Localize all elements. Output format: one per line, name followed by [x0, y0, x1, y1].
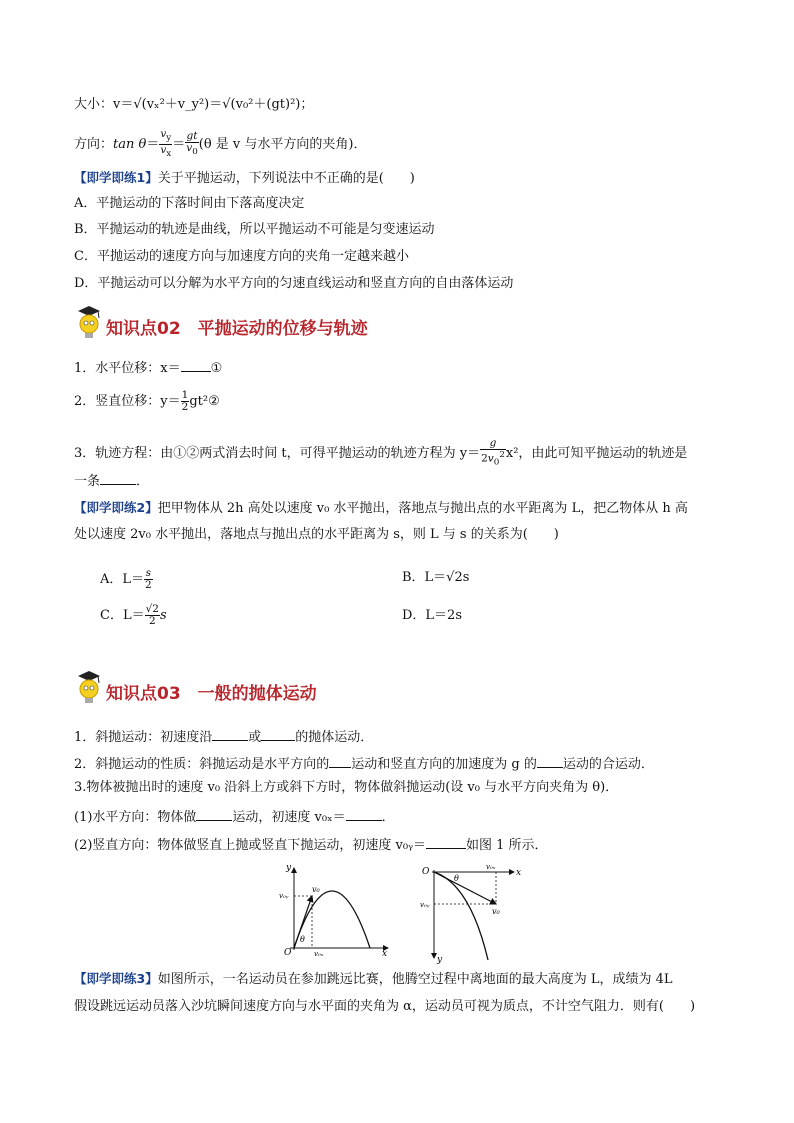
- oblique-downward-projectile-figure: [420, 860, 524, 964]
- exercise-2-tag: 【即学即练2】: [74, 500, 158, 515]
- v0y-label: v₀ᵧ: [420, 901, 430, 909]
- kp2-line-1-tail: ①: [210, 361, 223, 376]
- answer-blank: [181, 357, 211, 372]
- kp3-line-4: [74, 806, 395, 827]
- origin-label: O: [284, 948, 292, 958]
- theta-label: θ: [454, 874, 459, 883]
- exercise-1-option-b: B．平抛运动的轨迹是曲线，所以平抛运动不可能是匀变速运动: [74, 222, 435, 237]
- exercise-2-stem-line-2: 处以速度 2v₀ 水平抛出，落地点与抛出点的水平距离为 s，则 L 与 s 的关系为( ): [74, 527, 559, 542]
- answer-blank: [346, 806, 382, 821]
- exercise-1-option-a: A．平抛运动的下落时间由下落高度决定: [74, 196, 305, 211]
- y-label: y: [437, 955, 443, 964]
- kp3-line-2-a: 2．斜抛运动的性质：斜抛运动是水平方向的: [74, 757, 330, 772]
- answer-blank: [537, 753, 563, 768]
- kp2-line-2: 2．竖直位移：y＝ $\frac{1}{2}$ gt²②: [74, 389, 220, 413]
- knowledge-point-03-heading: [74, 669, 317, 705]
- direction-line: [74, 129, 366, 160]
- option-a-text: A．L＝: [100, 572, 145, 587]
- answer-blank: [261, 726, 295, 741]
- kp3-line-5: [74, 834, 548, 855]
- origin-label: O: [422, 867, 430, 877]
- exercise-2-option-b: B．L＝√2s: [402, 570, 470, 585]
- y-label: y: [286, 863, 292, 873]
- scholar-icon: [74, 669, 104, 705]
- exercise-1-stem-line: [74, 169, 415, 188]
- knowledge-point-02-heading: [74, 304, 368, 340]
- scholar-icon: [74, 304, 104, 340]
- exercise-3-stem-1: 如图所示，一名运动员在参加跳远比赛，他腾空过程中离地面的最大高度为 L，成绩为 4L: [157, 972, 673, 987]
- magnitude-line: [74, 96, 313, 114]
- exercise-1-stem: 关于平抛运动，下列说法中不正确的是( ): [157, 171, 415, 186]
- answer-blank: [196, 806, 232, 821]
- exercise-2-stem-line-1: [74, 499, 688, 518]
- theta-label: θ: [300, 935, 305, 944]
- exercise-2-option-d: D．L＝2s: [402, 608, 462, 623]
- kp2-line-3-text: 3．轨迹方程：由①②两式消去时间 t，可得平抛运动的轨迹方程为 y＝: [74, 445, 481, 461]
- direction-label: 方向：: [74, 137, 114, 153]
- kp2-line-3-cont: [74, 470, 149, 491]
- trajectory-curve: [434, 872, 488, 960]
- kp3-line-2-c: 运动的合运动．: [562, 757, 654, 772]
- magnitude-formula: v＝√(vₓ²＋v_y²)＝√(v₀²＋(gt)²)；: [113, 97, 314, 112]
- answer-blank: [212, 726, 248, 741]
- exercise-1-option-c: C．平抛运动的速度方向与加速度方向的夹角一定越来越小: [74, 249, 409, 264]
- answer-blank: [100, 470, 136, 485]
- v0y-label: v₀ᵧ: [279, 892, 289, 900]
- exercise-3-tag: 【即学即练3】: [74, 971, 158, 986]
- exercise-1-tag: 【即学即练1】: [74, 170, 158, 185]
- exercise-2-option-c: C．L＝ $\frac{√2}{2}$ s: [100, 603, 167, 627]
- v0-label: v₀: [312, 885, 320, 894]
- knowledge-point-03-title: 知识点03 一般的抛体运动: [106, 683, 317, 704]
- answer-blank: [329, 753, 351, 768]
- kp3-line-1: [74, 726, 373, 747]
- v0x-label: v₀ₓ: [486, 863, 496, 871]
- exercise-3-stem-line-2: 假设跳远运动员落入沙坑瞬间速度方向与水平面的夹角为 α，运动员可视为质点，不计空气阻力．则有( ): [74, 999, 696, 1014]
- direction-note: (θ 是 v 与水平方向的夹角)．: [198, 137, 367, 153]
- option-c-text: C．L＝: [100, 608, 145, 623]
- knowledge-point-02-title: 知识点02 平抛运动的位移与轨迹: [106, 318, 368, 339]
- exercise-3-stem-line-1: [74, 970, 673, 989]
- answer-blank: [426, 834, 466, 849]
- direction-formula: tan θ＝ $\frac{v_y}{v_x}$ ＝ $\frac{gt}{v_0}$: [113, 128, 198, 160]
- kp2-line-2-tail: gt²②: [189, 394, 220, 409]
- kp2-line-1: [74, 357, 222, 378]
- kp3-line-4-c: ．: [381, 810, 395, 825]
- exercise-1-option-d: D．平抛运动可以分解为水平方向的匀速直线运动和竖直方向的自由落体运动: [74, 276, 514, 291]
- kp3-line-5-a: (2)竖直方向：物体做竖直上抛或竖直下抛运动，初速度 v₀ᵧ＝: [74, 838, 426, 853]
- x-label: x: [382, 949, 388, 958]
- kp2-line-3-text-b: x²，由此可知平抛运动的轨迹是: [505, 445, 688, 461]
- kp3-line-1-c: 的抛体运动．: [295, 730, 374, 745]
- trajectory-curve: [294, 891, 370, 948]
- kp3-line-1-a: 1．斜抛运动：初速度沿: [74, 730, 213, 745]
- kp3-line-1-b: 或: [248, 730, 262, 745]
- oblique-upward-projectile-figure: [276, 862, 396, 958]
- kp3-line-5-b: 如图 1 所示．: [466, 838, 548, 853]
- kp3-line-4-a: (1)水平方向：物体做: [74, 810, 197, 825]
- exercise-2-stem-1: 把甲物体从 2h 高处以速度 v₀ 水平抛出，落地点与抛出点的水平距离为 L，把乙物体从 h 高: [157, 501, 688, 516]
- kp2-line-3: 3．轨迹方程：由①②两式消去时间 t，可得平抛运动的轨迹方程为 y＝ $\frac{g}{2v_0^2}$ x²，由此可知平抛运动的轨迹是: [74, 437, 688, 468]
- kp3-line-4-b: 运动，初速度 v₀ₓ＝: [232, 810, 346, 825]
- v0x-label: v₀ₓ: [314, 950, 324, 958]
- kp2-line-3-cont-text: 一条: [74, 474, 101, 489]
- kp3-line-2: [74, 753, 654, 774]
- magnitude-label: 大小：: [74, 97, 114, 112]
- kp2-line-3-cont-tail: ．: [136, 474, 150, 489]
- kp3-line-2-b: 运动和竖直方向的加速度为 g 的: [351, 757, 537, 772]
- v0-label: v₀: [492, 907, 500, 916]
- kp2-line-2-text: 2．竖直位移：y＝: [74, 394, 181, 409]
- exercise-2-option-a: A．L＝ $\frac{s}{2}$: [100, 567, 152, 591]
- kp3-line-3: 3.物体被抛出时的速度 v₀ 沿斜上方或斜下方时，物体做斜抛运动(设 v₀ 与水平方向夹角为 θ)．: [74, 780, 619, 795]
- x-label: x: [516, 868, 522, 878]
- kp2-line-1-text: 1．水平位移：x＝: [74, 361, 181, 376]
